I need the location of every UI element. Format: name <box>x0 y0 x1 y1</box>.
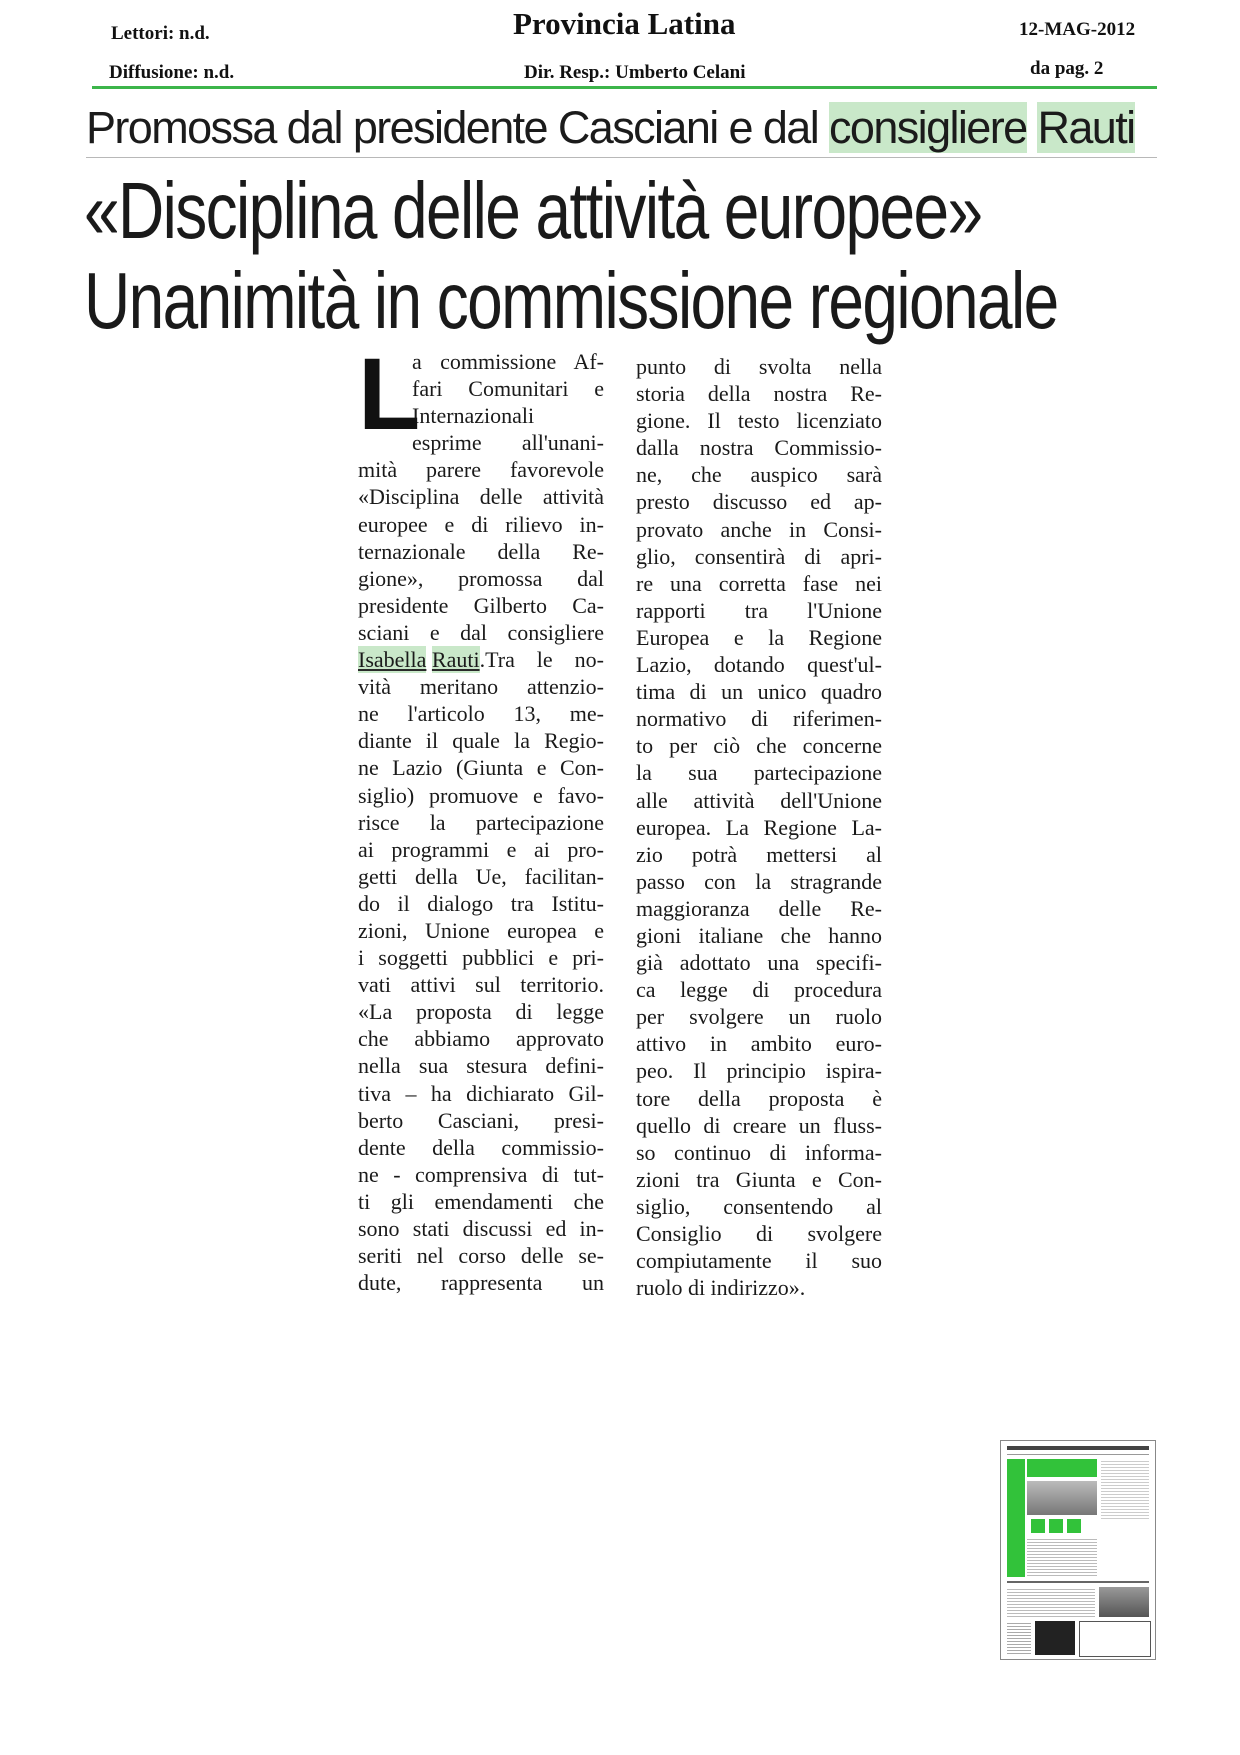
text-line: siglio, consentendo al <box>636 1193 882 1219</box>
text-line: Lazio, dotando quest'ul- <box>636 652 882 678</box>
text-line: tiva – ha dichiarato Gil- <box>358 1080 604 1106</box>
thumb-green-box <box>1067 1519 1081 1533</box>
text-line: i soggetti pubblici e pri- <box>358 945 604 971</box>
text-line: zioni, Unione europea e <box>358 917 604 943</box>
thumb-ad-block <box>1079 1621 1151 1657</box>
text-line: ne l'articolo 13, me- <box>358 701 604 727</box>
text-line: gione», promossa dal <box>358 565 604 591</box>
text-line: mità parere favorevole <box>358 457 604 483</box>
thumb-photo <box>1099 1587 1149 1617</box>
text-line: zio potrà mettersi al <box>636 841 882 867</box>
header-divider <box>92 86 1157 89</box>
text-line: getti della Ue, facilitan- <box>358 863 604 889</box>
text-line: so continuo di informa- <box>636 1139 882 1165</box>
text-line: che abbiamo approvato <box>358 1026 604 1052</box>
thumb-green-headline <box>1027 1459 1097 1477</box>
text-line: presidente Gilberto Ca- <box>358 592 604 618</box>
thumb-divider <box>1007 1581 1149 1583</box>
text-line: «Disciplina delle attività <box>358 484 604 510</box>
thumb-side-text <box>1101 1459 1149 1519</box>
text-line: già adottato una specifi- <box>636 950 882 976</box>
text-line: ti gli emendamenti che <box>358 1188 604 1214</box>
article-column-2 <box>636 353 882 1301</box>
text-line <box>358 646 604 673</box>
text-line: zioni tra Giunta e Con- <box>636 1166 882 1192</box>
text-line: dente della commissio- <box>358 1134 604 1160</box>
text-line: attivo in ambito euro- <box>636 1031 882 1057</box>
text-line: tore della proposta è <box>636 1085 882 1111</box>
text-line: sciani e dal consigliere <box>358 619 604 645</box>
page-thumbnail <box>1000 1440 1156 1660</box>
text-fragment: .Tra le no- <box>479 647 604 673</box>
text-line: passo con la stragrande <box>636 868 882 894</box>
title-line-1: «Disciplina delle attività europee» <box>84 166 982 255</box>
thumb-header-bar <box>1007 1446 1149 1450</box>
kicker-highlight-rauti: Rauti <box>1037 102 1135 153</box>
article-kicker <box>86 102 1186 154</box>
text-line: ne - comprensiva di tut- <box>358 1161 604 1187</box>
text-line: do il dialogo tra Istitu- <box>358 890 604 916</box>
article-title <box>84 166 1058 346</box>
thumb-green-box <box>1031 1519 1045 1533</box>
text-line: berto Casciani, presi- <box>358 1107 604 1133</box>
text-line: normativo di riferimen- <box>636 706 882 732</box>
thumb-text-block <box>1027 1537 1097 1577</box>
text-line: esprime all'unani- <box>412 430 604 456</box>
text-line: fari Comunitari e <box>412 376 604 402</box>
text-line: europee e di rilievo in- <box>358 511 604 537</box>
text-line: sono stati discussi ed in- <box>358 1216 604 1241</box>
text-line: la sua partecipazione <box>636 760 882 786</box>
drop-cap: L <box>358 337 421 451</box>
text-line: seriti nel corso delle se- <box>358 1243 604 1269</box>
text-line: storia della nostra Re- <box>636 381 882 407</box>
text-line: ne, che auspico sarà <box>636 462 882 488</box>
text-line: ai programmi e ai pro- <box>358 836 604 862</box>
text-line: punto di svolta nella <box>636 354 882 379</box>
text-line: per svolgere un ruolo <box>636 1004 882 1030</box>
thumb-text-block <box>1007 1587 1095 1617</box>
readers-label: Lettori: n.d. <box>111 23 210 44</box>
name-highlight-isabella: Isabella <box>358 647 427 673</box>
thumb-green-sidebar <box>1007 1459 1025 1577</box>
issue-date: 12-MAG-2012 <box>1019 19 1136 40</box>
text-line: presto discusso ed ap- <box>636 489 882 515</box>
thumb-ad-block <box>1007 1621 1031 1655</box>
name-highlight-rauti: Rauti <box>431 647 480 673</box>
thumb-ad-block <box>1035 1621 1075 1655</box>
text-line: maggioranza delle Re- <box>636 895 882 921</box>
text-line: «La proposta di legge <box>358 999 604 1025</box>
article-column-1 <box>358 337 604 1296</box>
kicker-highlight-consigliere: consigliere <box>829 102 1027 153</box>
text-line: dute, rappresenta un <box>358 1270 604 1296</box>
text-line: quello di creare un fluss- <box>636 1112 882 1138</box>
text-line: rapporti tra l'Unione <box>636 597 882 623</box>
text-line: vati attivi sul territorio. <box>358 972 604 998</box>
text-line: nella sua stesura defini- <box>358 1053 604 1079</box>
text-line: dalla nostra Commissio- <box>636 435 882 461</box>
text-line: gione. Il testo licenziato <box>636 408 882 434</box>
text-line: diante il quale la Regio- <box>358 728 604 754</box>
publication-name: Provincia Latina <box>513 6 736 41</box>
thumb-green-box <box>1049 1519 1063 1533</box>
text-line: peo. Il principio ispira- <box>636 1058 882 1084</box>
text-line: Consiglio di svolgere <box>636 1221 882 1246</box>
director-label: Dir. Resp.: Umberto Celani <box>524 62 746 83</box>
text-line: gioni italiane che hanno <box>636 922 882 948</box>
text-line: risce la partecipazione <box>358 809 604 835</box>
text-line: vità meritano attenzio- <box>358 674 604 700</box>
kicker-text: Promossa dal presidente Casciani e dal <box>86 102 830 153</box>
page-reference: da pag. 2 <box>1030 58 1104 79</box>
text-line: re una corretta fase nei <box>636 570 882 596</box>
text-line: glio, consentirà di apri- <box>636 543 882 569</box>
text-line: ne Lazio (Giunta e Con- <box>358 755 604 781</box>
text-line: a commissione Af- <box>412 349 604 374</box>
title-line-2: Unanimità in commissione regionale <box>84 256 1058 345</box>
text-line: Europea e la Regione <box>636 624 882 650</box>
text-line: ruolo di indirizzo». <box>636 1275 806 1301</box>
thumb-header-rule <box>1007 1454 1149 1455</box>
text-line: provato anche in Consi- <box>636 516 882 542</box>
text-line: ternazionale della Re- <box>358 538 604 564</box>
circulation-label: Diffusione: n.d. <box>109 62 235 83</box>
thumb-photo <box>1027 1481 1097 1515</box>
text-line: siglio) promuove e favo- <box>358 782 604 808</box>
text-line: to per ciò che concerne <box>636 733 882 759</box>
text-line: tima di un unico quadro <box>636 679 882 705</box>
text-line: europea. La Regione La- <box>636 814 882 840</box>
kicker-divider <box>86 157 1157 158</box>
text-line: alle attività dell'Unione <box>636 787 882 813</box>
text-line: ca legge di procedura <box>636 977 882 1003</box>
kicker-space <box>1027 102 1038 153</box>
text-line: Internazionali <box>412 403 535 429</box>
text-line: compiutamente il suo <box>636 1248 882 1274</box>
